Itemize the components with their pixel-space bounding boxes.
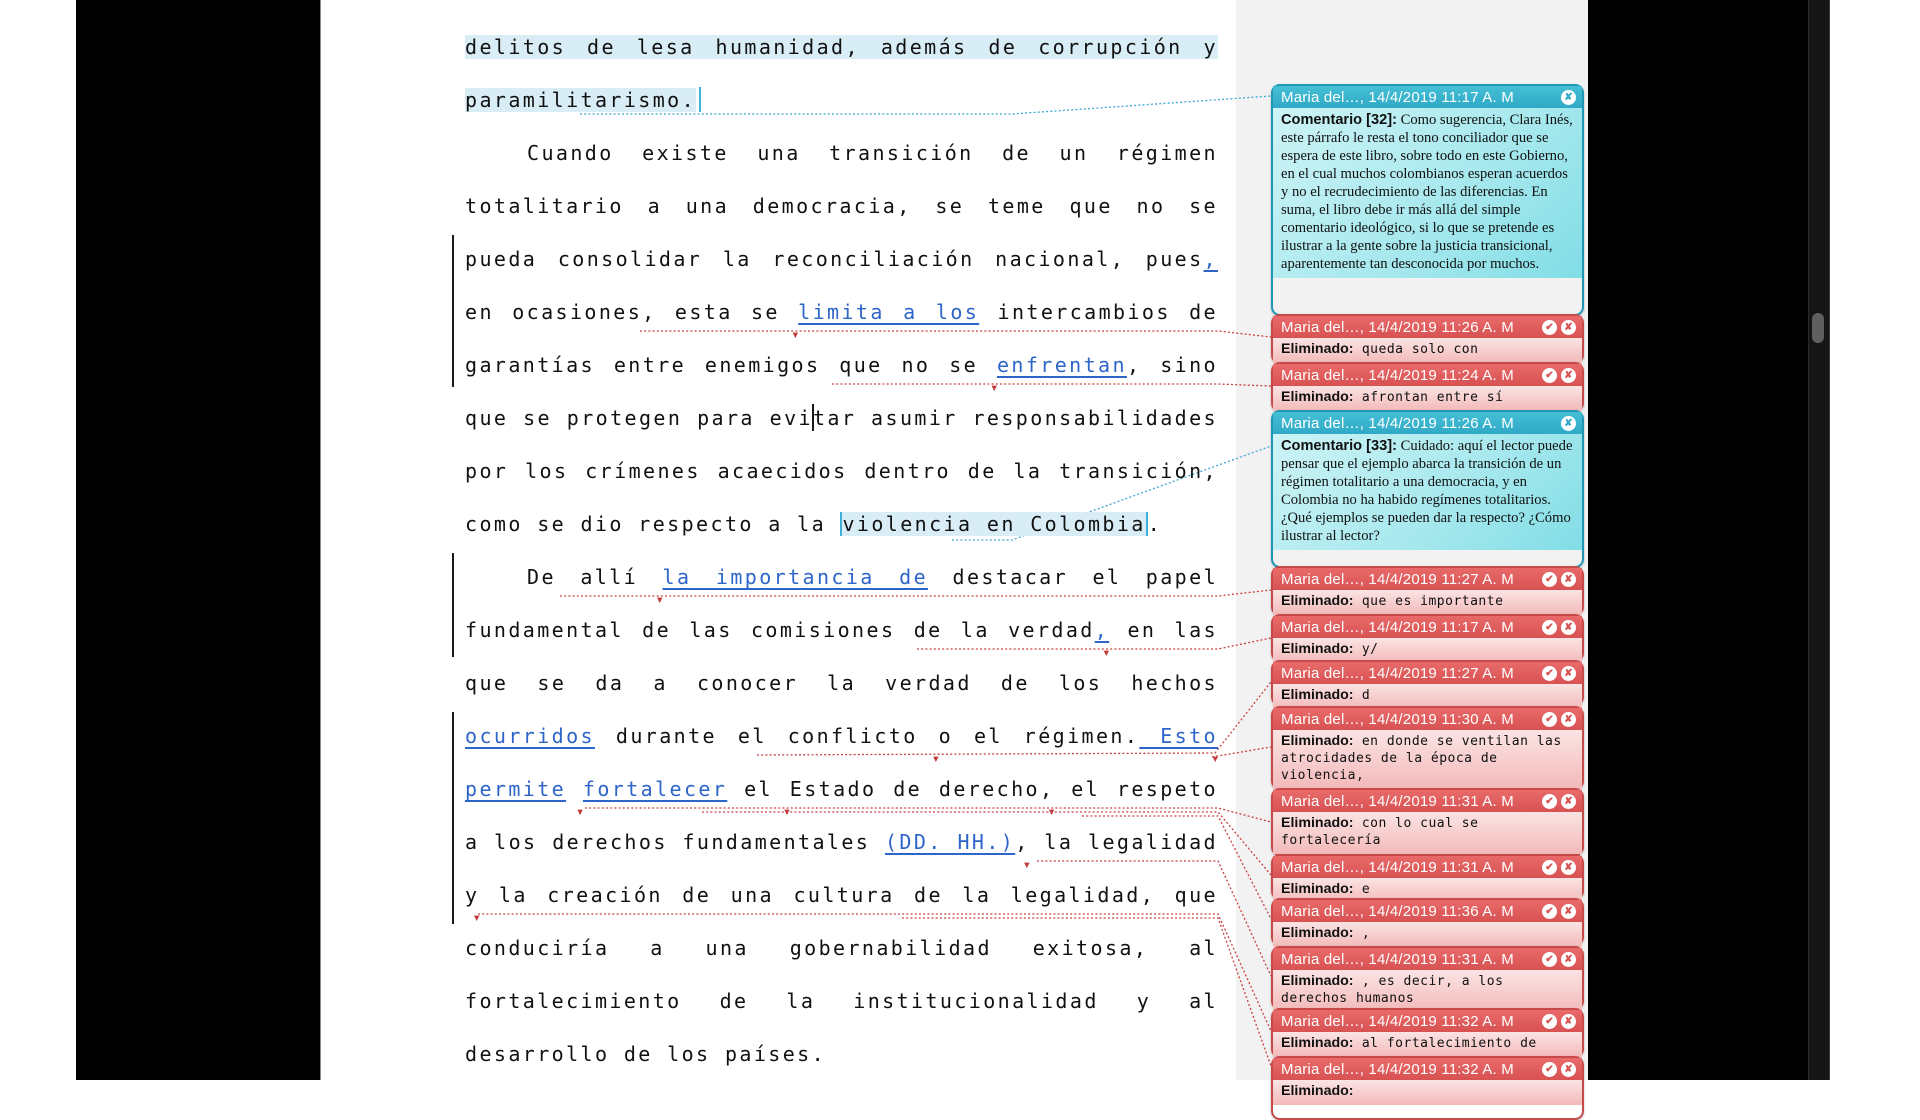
bubble-text: queda solo con [1353,342,1479,357]
change-bar [452,712,454,924]
text-run: el respeto [1054,777,1218,801]
accept-change-button[interactable]: ✔ [1542,794,1557,809]
comment-highlight: violencia en Colombia [842,512,1146,536]
reject-close-button[interactable]: ✘ [1561,1014,1576,1029]
bubble-label: Eliminado: [1281,341,1354,357]
deletion-bubble[interactable] [1271,314,1584,364]
inserted-text: ocurridos [465,724,595,748]
inserted-text: permite [465,777,567,801]
bubble-label: Eliminado: [1281,925,1354,941]
bubble-text: al fortalecimiento de [1353,1036,1537,1051]
bubble-text: e [1353,882,1371,897]
deletion-bubble[interactable] [1271,614,1584,662]
accept-change-button[interactable]: ✔ [1542,904,1557,919]
bubble-author-timestamp: Maria del…, 14/4/2019 11:17 A. M [1281,618,1514,636]
text-run: durante el conflicto [594,724,939,748]
bubble-label: Eliminado: [1281,1083,1354,1099]
bubble-label: Comentario [32]: [1281,112,1397,128]
text-run: . [1147,512,1163,536]
text-run: fortalecimiento de la institucionalidad y al [465,989,1218,1013]
text-run: el [727,777,790,801]
accept-change-button[interactable]: ✔ [1542,666,1557,681]
bubble-author-timestamp: Maria del…, 14/4/2019 11:31 A. M [1281,792,1514,810]
bubble-author-timestamp: Maria del…, 14/4/2019 11:36 A. M [1281,902,1514,920]
bubble-label: Eliminado: [1281,815,1354,831]
deletion-bubble[interactable] [1271,854,1584,900]
bubble-label: Eliminado: [1281,389,1354,405]
document-line [465,286,1218,339]
inserted-text: (DD. HH.) [884,830,1016,854]
reject-close-button[interactable]: ✘ [1561,620,1576,635]
bubble-author-timestamp: Maria del…, 14/4/2019 11:32 A. M [1281,1012,1514,1030]
bubble-author-timestamp: Maria del…, 14/4/2019 11:17 A. M [1281,88,1514,106]
document-line [465,975,1218,1028]
bubble-text: que es importante [1353,594,1504,609]
reject-close-button[interactable]: ✘ [1561,666,1576,681]
bubble-text: , es decir, a los derechos humanos [1281,974,1504,1006]
bubble-text: en donde se ventilan las atrocidades de la época de violencia, [1281,734,1562,783]
text-run: fundamental de las comisiones de la verdad [465,618,1095,642]
reject-close-button[interactable]: ✘ [1561,1062,1576,1077]
bubble-label: Eliminado: [1281,881,1354,897]
bubble-author-timestamp: Maria del…, 14/4/2019 11:32 A. M [1281,1060,1514,1078]
comment-bubble[interactable] [1271,84,1584,316]
comment-bubble[interactable] [1271,410,1584,568]
text-run: Cuando existe una transición de un régimen [527,141,1218,165]
text-run: que se da a conocer la verdad de los hechos [465,671,1218,695]
bubble-text: Como sugerencia, Clara Inés, este párrafo le resta el tono conciliador que se espera de este libro, sobre todo en este Gobierno, en el cual muchos colombianos esperan acuerdos y no el recrudecimiento de las diferencias. En suma, el libro debe ir más allá del simple comentario ideológico, si lo que se pretende es ilustrar a la gente sobre la justicia transicional, aparentemente tan desconocida por muchos. [1281,112,1573,272]
document-line [465,763,1218,816]
bubble-text: Cuidado: aquí el lector puede pensar que el ejemplo abarca la transición de un régimen totalitario a una democracia, y en Colombia no ha habido regímenes totalitarios. ¿Qué ejemplos se pueden dar la respecto? ¿Cómo ilustrar al lector? [1281,438,1573,544]
document-line [465,498,1218,551]
text-run: intercambios de [979,300,1218,324]
document-text [465,21,1218,1081]
bubble-author-timestamp: Maria del…, 14/4/2019 11:27 A. M [1281,570,1514,588]
text-run: , sino [1126,353,1219,377]
inserted-text: enfrentan [996,353,1127,377]
document-line [465,710,1218,763]
text-run: pueda consolidar la reconciliación nacional, pues [465,247,1204,271]
document-line [465,21,1218,74]
inserted-text: , [1203,247,1218,271]
bubble-label: Eliminado: [1281,641,1354,657]
accept-change-button[interactable]: ✔ [1542,1014,1557,1029]
bubble-label: Comentario [33]: [1281,438,1397,454]
bubble-author-timestamp: Maria del…, 14/4/2019 11:31 A. M [1281,950,1514,968]
text-run: tar asumir responsabilidades [812,406,1218,430]
reject-close-button[interactable]: ✘ [1561,904,1576,919]
text-run: totalitario a una democracia, se teme que no se [465,194,1218,218]
inserted-text: la importancia de [662,565,929,589]
bubble-label: Eliminado: [1281,973,1354,989]
comment-highlight: delitos de lesa humanidad, además de corrupción y [465,35,1218,59]
bubble-label: Eliminado: [1281,687,1354,703]
document-line [465,233,1218,286]
text-run: desarrollo de los países. [465,1042,827,1066]
bubble-text: afrontan entre sí [1353,390,1504,405]
text-run: De allí [527,565,663,589]
reject-close-button[interactable]: ✘ [1561,572,1576,587]
bubble-text: y/ [1353,642,1379,657]
document-line [465,180,1218,233]
text-run: , [1015,830,1030,854]
bubble-text: , [1353,926,1371,941]
text-run: destacar el papel [928,565,1219,589]
deletion-bubble[interactable] [1271,362,1584,412]
inserted-text: fortalecer [582,777,728,801]
bubble-text: con lo cual se fortalecería [1281,816,1479,848]
text-run: que se protegen para evi [465,406,813,430]
reject-close-button[interactable]: ✘ [1561,90,1576,105]
inserted-text: limita a los [798,300,980,324]
text-run: la legalidad [1029,830,1218,854]
document-line [465,657,1218,710]
deletion-bubble[interactable] [1271,706,1584,790]
text-run: garantías entre enemigos que no se [465,353,997,377]
bubble-label: Eliminado: [1281,1035,1354,1051]
accept-change-button[interactable]: ✔ [1542,368,1557,383]
text-run: Estado de derecho, [789,777,1055,801]
document-line [465,551,1218,604]
document-line [465,1028,1218,1081]
deletion-bubble[interactable] [1271,946,1584,1010]
bubble-author-timestamp: Maria del…, 14/4/2019 11:26 A. M [1281,414,1514,432]
bubble-label: Eliminado: [1281,733,1354,749]
change-bar [452,235,454,387]
deletion-bubble[interactable] [1271,1008,1584,1058]
bubble-text: d [1353,688,1371,703]
document-line [465,445,1218,498]
text-run: la creación de una cultura de la legalidad, que [479,883,1218,907]
inserted-text: , [1094,618,1110,642]
deletion-bubble[interactable] [1271,788,1584,856]
document-line [465,922,1218,975]
comment-anchor-bracket [699,87,701,112]
text-run: o el régimen. [938,724,1140,748]
bubble-author-timestamp: Maria del…, 14/4/2019 11:24 A. M [1281,366,1514,384]
document-line [465,869,1218,922]
accept-change-button[interactable]: ✔ [1542,860,1557,875]
text-run: como se dio respecto a la [465,512,841,536]
reject-close-button[interactable]: ✘ [1561,712,1576,727]
inserted-text: Esto [1139,724,1218,748]
bubble-author-timestamp: Maria del…, 14/4/2019 11:31 A. M [1281,858,1514,876]
text-run: en ocasiones, esta se [465,300,799,324]
reject-close-button[interactable]: ✘ [1561,952,1576,967]
text-run: a los derechos fundamentales [465,830,885,854]
bubble-author-timestamp: Maria del…, 14/4/2019 11:26 A. M [1281,318,1514,336]
bubble-author-timestamp: Maria del…, 14/4/2019 11:27 A. M [1281,664,1514,682]
reject-close-button[interactable]: ✘ [1561,368,1576,383]
bubble-author-timestamp: Maria del…, 14/4/2019 11:30 A. M [1281,710,1514,728]
change-bar [452,553,454,657]
text-run: conduciría a una gobernabilidad exitosa, al [465,936,1218,960]
accept-change-button[interactable]: ✔ [1542,320,1557,335]
deletion-bubble[interactable] [1271,1056,1584,1120]
accept-change-button[interactable]: ✔ [1542,1062,1557,1077]
accept-change-button[interactable]: ✔ [1542,712,1557,727]
text-run: en las [1109,618,1218,642]
document-line [465,339,1218,392]
document-line [465,74,1218,127]
text-run: y [465,883,480,907]
reject-close-button[interactable]: ✘ [1561,794,1576,809]
bubble-label: Eliminado: [1281,593,1354,609]
reject-close-button[interactable]: ✘ [1561,416,1576,431]
reject-close-button[interactable]: ✘ [1561,320,1576,335]
accept-change-button[interactable]: ✔ [1542,952,1557,967]
deletion-bubble[interactable] [1271,898,1584,946]
text-run: por los crímenes acaecidos dentro de la transición, [465,459,1218,483]
comment-highlight: paramilitarismo. [465,88,697,112]
document-line [465,127,1218,180]
accept-change-button[interactable]: ✔ [1542,620,1557,635]
document-line [465,816,1218,869]
deletion-bubble[interactable] [1271,566,1584,616]
document-line [465,392,1218,445]
text-run [566,777,583,801]
accept-change-button[interactable]: ✔ [1542,572,1557,587]
deletion-bubble[interactable] [1271,660,1584,706]
scrollbar-track[interactable] [1808,0,1830,1080]
scrollbar-thumb[interactable] [1812,313,1824,343]
reject-close-button[interactable]: ✘ [1561,860,1576,875]
document-line [465,604,1218,657]
